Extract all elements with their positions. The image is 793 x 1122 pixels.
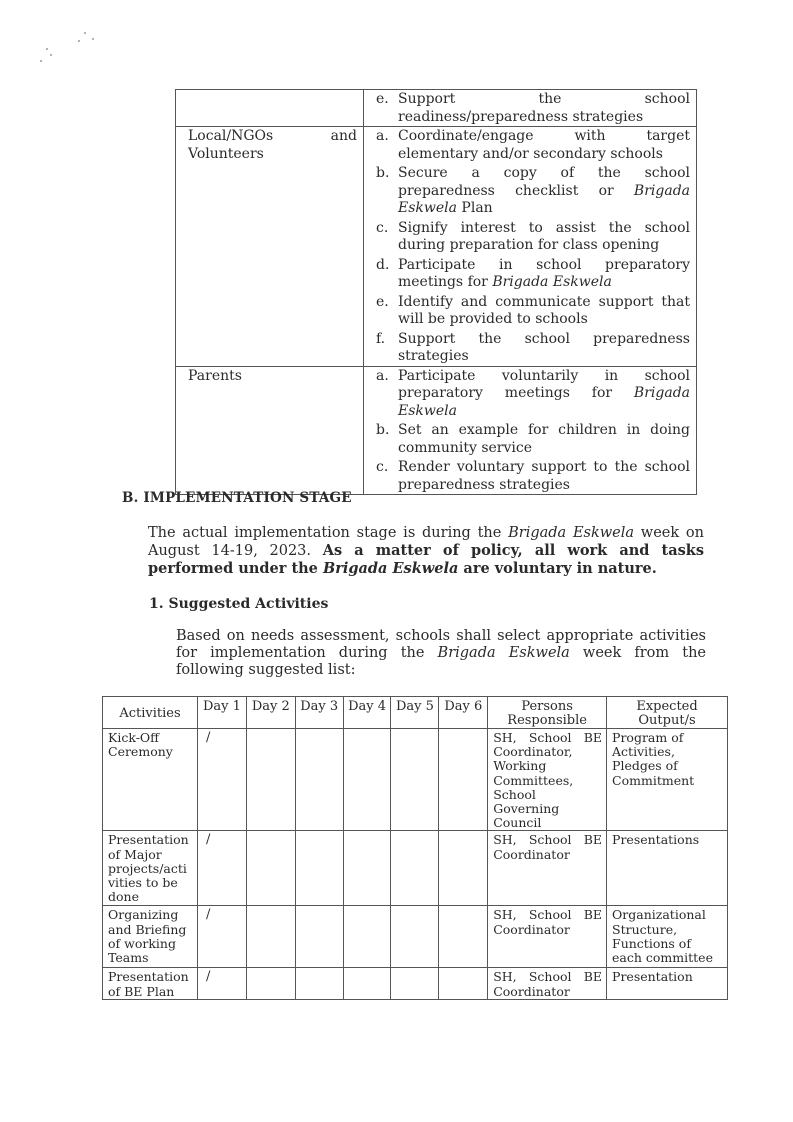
item-text: Secure a copy of the school preparedness checklist or Brigada Eskwela Plan — [398, 165, 690, 216]
day-cell: / — [197, 968, 246, 1000]
day-cell — [246, 968, 295, 1000]
output-cell: Presentation — [607, 968, 728, 1000]
item-text: Participate voluntarily in school preparatory meetings for Brigada Eskwela — [398, 367, 690, 419]
table-row — [103, 906, 728, 968]
day-cell — [439, 968, 488, 1000]
stakeholder-cell — [176, 127, 364, 367]
day-cell — [246, 906, 295, 968]
column-header: Day 5 — [391, 697, 439, 729]
item-text: Support the school preparedness strategies — [398, 330, 690, 364]
day-cell — [343, 906, 391, 968]
item-text: Support the school readiness/preparedness strategies — [398, 91, 690, 125]
day-cell — [391, 968, 439, 1000]
stakeholder-name: Parents — [188, 367, 242, 384]
column-header: Day 1 — [197, 697, 246, 729]
item-text: Set an example for children in doing community service — [398, 422, 690, 456]
day-cell — [391, 831, 439, 906]
day-cell: / — [197, 831, 246, 906]
item-letter: e. — [376, 91, 389, 107]
list-item — [376, 459, 690, 494]
item-letter: e. — [376, 293, 389, 310]
item-letter: c. — [376, 459, 389, 475]
tasks-cell — [364, 90, 697, 127]
list-item — [376, 257, 690, 292]
day-cell — [295, 729, 343, 831]
list-item — [376, 331, 690, 366]
table-header-row — [103, 697, 728, 729]
tasks-cell — [364, 366, 697, 495]
day-cell — [439, 906, 488, 968]
tasks-cell — [364, 127, 697, 367]
day-cell — [343, 968, 391, 1000]
day-cell — [391, 729, 439, 831]
table-row — [176, 127, 697, 367]
item-letter: b. — [376, 165, 390, 181]
item-letter: a. — [376, 367, 389, 384]
item-text: Participate in school preparatory meetings for Brigada Eskwela — [398, 256, 690, 290]
day-cell: / — [197, 906, 246, 968]
item-text: Identify and communicate support that will be provided to schools — [398, 293, 690, 327]
item-letter: f. — [376, 330, 386, 347]
stakeholder-cell — [176, 90, 364, 127]
day-cell — [246, 831, 295, 906]
list-item — [376, 165, 690, 218]
day-cell — [246, 729, 295, 831]
stakeholder-cell — [176, 366, 364, 495]
item-text: Coordinate/engage with target elementary and/or secondary schools — [398, 128, 690, 162]
responsibilities-table — [175, 89, 697, 495]
day-cell — [343, 729, 391, 831]
list-item — [376, 220, 690, 255]
table-row — [103, 831, 728, 906]
column-header: Day 3 — [295, 697, 343, 729]
item-text: Signify interest to assist the school during preparation for class opening — [398, 219, 690, 253]
subsection-title: 1. Suggested Activities — [149, 596, 329, 612]
day-cell: / — [197, 729, 246, 831]
persons-cell: SH, School BE Coordinator — [488, 831, 607, 906]
item-letter: a. — [376, 128, 389, 144]
item-letter: b. — [376, 422, 390, 438]
day-cell — [391, 906, 439, 968]
column-header: Day 6 — [439, 697, 488, 729]
activities-table — [102, 696, 728, 1000]
activity-cell: Presentation of Major projects/acti vities to be done — [103, 831, 198, 906]
column-header: Expected Output/s — [607, 697, 728, 729]
output-cell: Organizational Structure, Functions of each committee — [607, 906, 728, 968]
output-cell: Presentations — [607, 831, 728, 906]
day-cell — [439, 831, 488, 906]
stakeholder-name: Local/NGOs — [188, 128, 274, 144]
day-cell — [295, 831, 343, 906]
item-letter: d. — [376, 256, 390, 273]
stakeholder-name: and — [330, 128, 357, 144]
table-row — [103, 729, 728, 831]
stakeholder-name: Volunteers — [188, 145, 264, 162]
subsection-paragraph: Based on needs assessment, schools shall select appropriate activities for implementation during the Brigada Eskwela week from the following suggested list: — [176, 628, 706, 678]
scan-specks — [28, 28, 108, 68]
section-paragraph: The actual implementation stage is during the Brigada Eskwela week on August 14-19, 2023. As a matter of policy, all work and tasks performed under the Brigada Eskwela are voluntary in nature. — [148, 525, 704, 577]
table-row — [103, 968, 728, 1000]
list-item — [376, 128, 690, 163]
activity-cell: Presentation of BE Plan — [103, 968, 198, 1000]
day-cell — [439, 729, 488, 831]
persons-cell: SH, School BE Coordinator — [488, 968, 607, 1000]
list-item — [376, 368, 690, 421]
list-item — [376, 91, 690, 126]
output-cell: Program of Activities, Pledges of Commitment — [607, 729, 728, 831]
day-cell — [295, 968, 343, 1000]
table-row — [176, 366, 697, 495]
day-cell — [295, 906, 343, 968]
persons-cell: SH, School BE Coordinator — [488, 906, 607, 968]
persons-cell: SH, School BE Coordinator, Working Committees, School Governing Council — [488, 729, 607, 831]
day-cell — [343, 831, 391, 906]
table-row — [176, 90, 697, 127]
list-item — [376, 422, 690, 457]
item-letter: c. — [376, 219, 389, 236]
column-header: Activities — [103, 697, 198, 729]
activity-cell: Organizing and Briefing of working Teams — [103, 906, 198, 968]
item-text: Render voluntary support to the school preparedness strategies — [398, 459, 690, 493]
activity-cell: Kick-Off Ceremony — [103, 729, 198, 831]
column-header: Persons Responsible — [488, 697, 607, 729]
column-header: Day 2 — [246, 697, 295, 729]
list-item — [376, 294, 690, 329]
section-title: B. IMPLEMENTATION STAGE — [122, 490, 352, 506]
column-header: Day 4 — [343, 697, 391, 729]
